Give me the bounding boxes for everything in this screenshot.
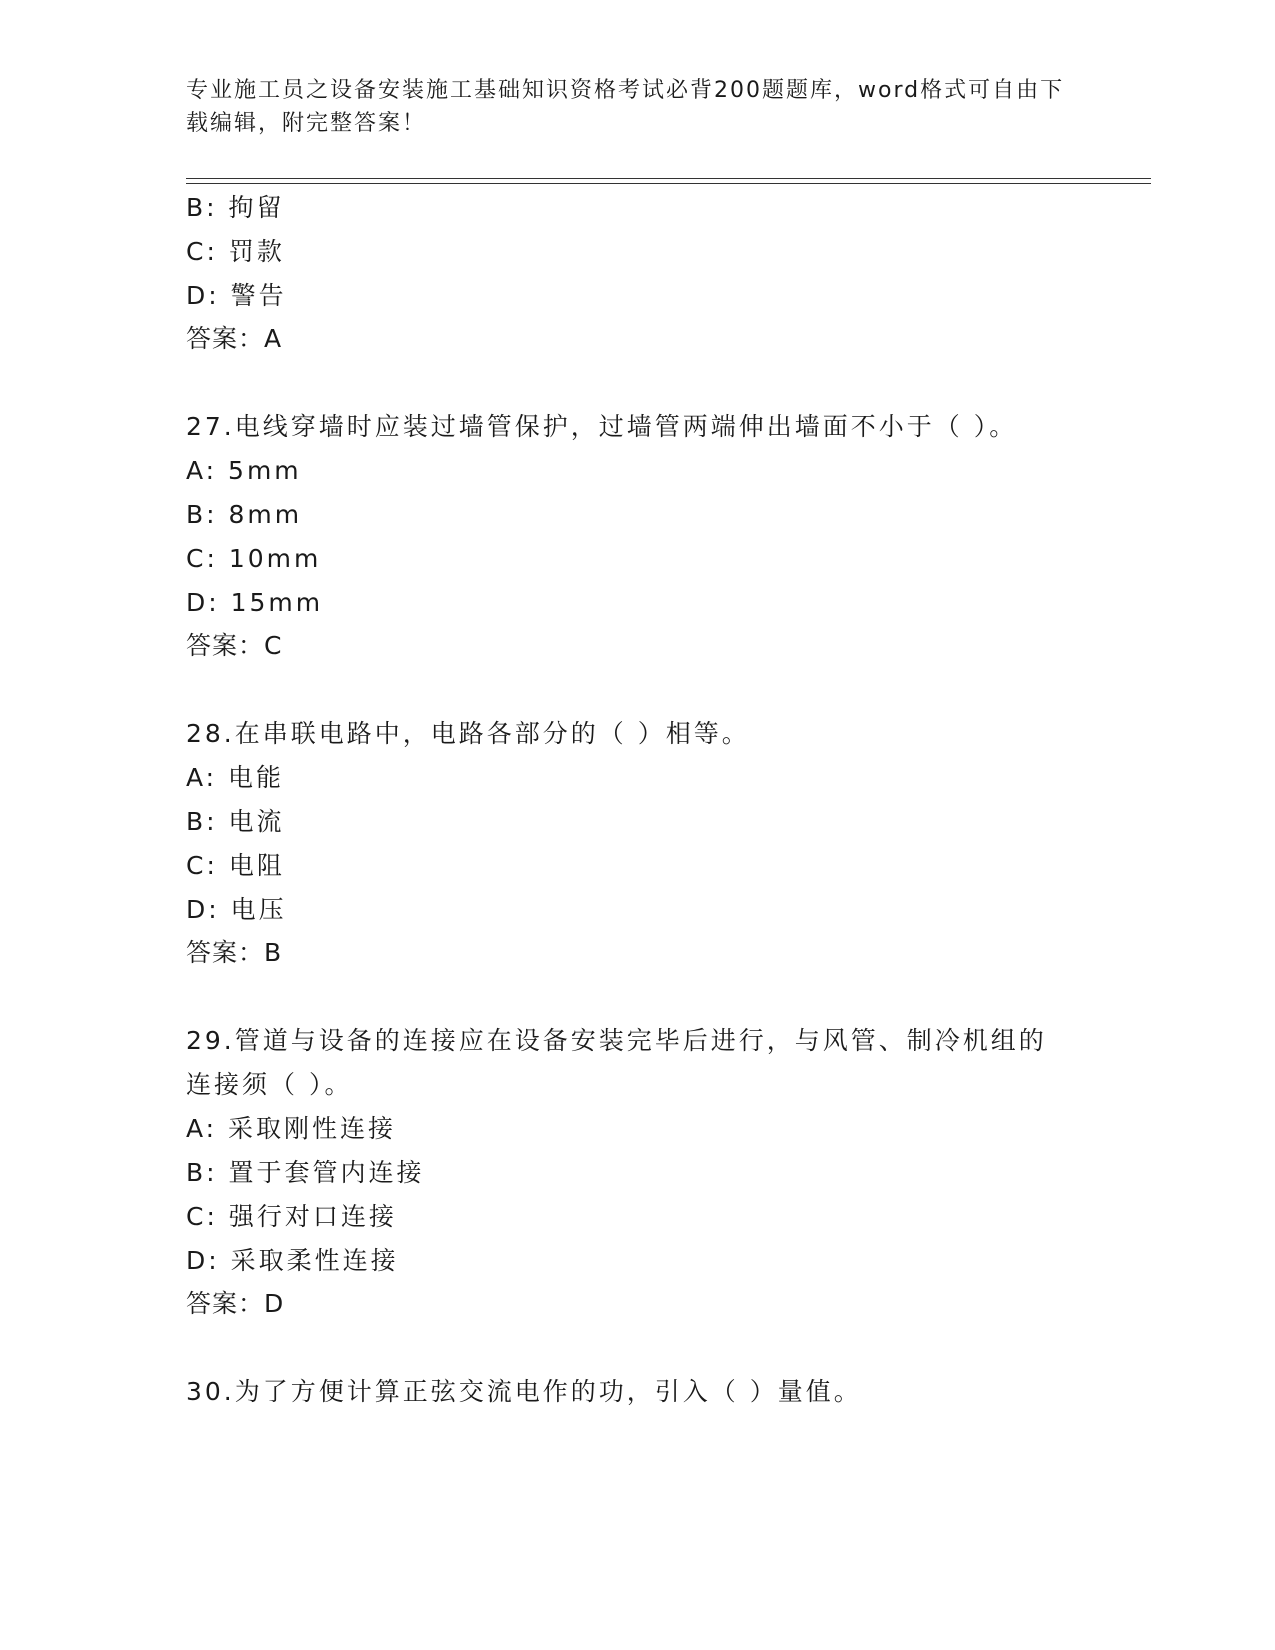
answer: 答案：C (186, 631, 283, 660)
question-stem: 28.在串联电路中，电路各部分的（ ）相等。 (186, 719, 750, 748)
option-a: A: 5mm (186, 456, 302, 485)
header-rule-top (186, 178, 1151, 179)
answer: 答案：A (186, 324, 283, 353)
answer: 答案：B (186, 938, 283, 967)
question-stem-line-1: 29.管道与设备的连接应在设备安装完毕后进行，与风管、制冷机组的 (186, 1026, 1047, 1055)
question-stem: 30.为了方便计算正弦交流电作的功，引入（ ）量值。 (186, 1377, 862, 1406)
option-c: C: 10mm (186, 544, 322, 573)
header-title: 专业施工员之设备安装施工基础知识资格考试必背200题题库，word格式可自由下载编辑，附完整答案！ (186, 78, 1065, 136)
option-b: B: 拘留 (186, 193, 285, 222)
option-b: B: 8mm (186, 500, 303, 529)
option-d: D: 采取柔性连接 (186, 1246, 399, 1275)
option-a: A: 电能 (186, 763, 285, 792)
option-d: D: 15mm (186, 588, 324, 617)
option-b: B: 置于套管内连接 (186, 1158, 425, 1187)
option-c: C: 罚款 (186, 237, 285, 266)
document-header (186, 74, 1066, 140)
answer: 答案：D (186, 1289, 285, 1318)
option-d: D: 警告 (186, 281, 287, 310)
header-rule-bottom (186, 183, 1151, 184)
question-stem-line-2: 连接须（ ）。 (186, 1070, 353, 1099)
option-a: A: 采取刚性连接 (186, 1114, 397, 1143)
question-stem: 27.电线穿墙时应装过墙管保护，过墙管两端伸出墙面不小于（ ）。 (186, 412, 1018, 441)
option-c: C: 电阻 (186, 851, 285, 880)
option-b: B: 电流 (186, 807, 285, 836)
option-c: C: 强行对口连接 (186, 1202, 397, 1231)
option-d: D: 电压 (186, 895, 287, 924)
